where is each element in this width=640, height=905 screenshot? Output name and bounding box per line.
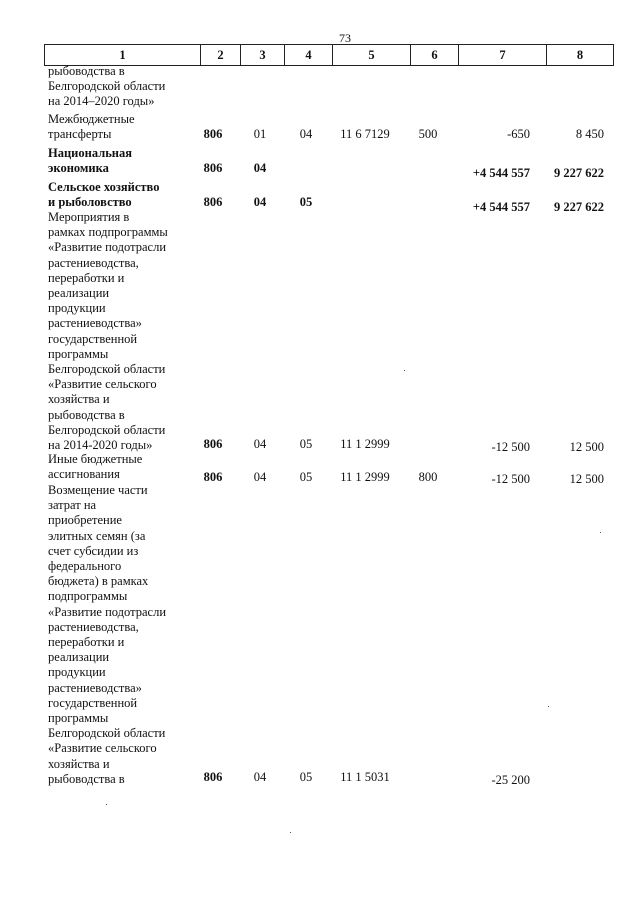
row-description: Возмещение части затрат на приобретение элитных семян (за счет субсидии из федерального бюджета) в рамках подпрограммы «Развитие подотрасли растениеводства, переработки и реализации продукции растениеводства» государственной программы Белгородской области «Развитие сельского хозяйства и рыбоводства в xyxy=(48,483,167,786)
cell-section: 04 xyxy=(253,195,267,209)
cell-ved: 806 xyxy=(203,437,223,451)
cell-change: -12 500 xyxy=(491,472,530,486)
cell-target-article: 11 1 5031 xyxy=(340,770,390,784)
header-col-6: 6 xyxy=(411,45,459,65)
scan-speck xyxy=(404,370,405,371)
cell-subsection: 04 xyxy=(299,127,313,141)
cell-section: 01 xyxy=(253,127,267,141)
row-description: Иные бюджетные ассигнования xyxy=(48,452,143,482)
cell-expense-type: 500 xyxy=(418,127,438,141)
row-description: Сельское хозяйство и рыболовство xyxy=(48,180,160,210)
cell-section: 04 xyxy=(253,770,267,784)
cell-change: -25 200 xyxy=(491,773,530,787)
cell-section: 04 xyxy=(253,161,267,175)
cell-ved: 806 xyxy=(203,470,223,484)
row-description: Мероприятия в рамках подпрограммы «Развитие подотрасли растениеводства, переработки и реализации продукции растениеводства» государственной программы Белгородской области «Развитие сельского хозяйства и рыбоводства в Белгородской области на 2014-2020 годы» xyxy=(48,210,168,453)
header-col-3: 3 xyxy=(241,45,285,65)
cell-sum: 12 500 xyxy=(569,472,604,486)
scan-speck xyxy=(600,532,601,533)
cell-section: 04 xyxy=(253,437,267,451)
cell-ved: 806 xyxy=(203,195,223,209)
cell-target-article: 11 1 2999 xyxy=(340,470,390,484)
cell-target-article: 11 6 7129 xyxy=(340,127,390,141)
cell-change: -12 500 xyxy=(491,440,530,454)
header-col-4: 4 xyxy=(285,45,333,65)
cell-subsection: 05 xyxy=(299,770,313,784)
cell-ved: 806 xyxy=(203,161,223,175)
header-col-7: 7 xyxy=(459,45,547,65)
table-header-row xyxy=(44,44,614,66)
header-col-2: 2 xyxy=(201,45,241,65)
cell-target-article: 11 1 2999 xyxy=(340,437,390,451)
cell-expense-type: 800 xyxy=(418,470,438,484)
row-description: Межбюджетные трансферты xyxy=(48,112,135,142)
scan-speck xyxy=(290,832,291,833)
row-description: Национальная экономика xyxy=(48,146,133,176)
cell-change: -650 xyxy=(507,127,530,141)
cell-ved: 806 xyxy=(203,770,223,784)
scan-speck xyxy=(548,706,549,707)
cell-sum: 12 500 xyxy=(569,440,604,454)
cell-sum: 8 450 xyxy=(575,127,604,141)
cell-subsection: 05 xyxy=(299,437,313,451)
cell-subsection: 05 xyxy=(299,195,313,209)
cell-subsection: 05 xyxy=(299,470,313,484)
header-col-5: 5 xyxy=(333,45,411,65)
cell-ved: 806 xyxy=(203,127,223,141)
header-col-1: 1 xyxy=(45,45,201,65)
cell-change: +4 544 557 xyxy=(472,200,530,214)
scan-speck xyxy=(106,804,107,805)
cell-sum: 9 227 622 xyxy=(554,166,604,180)
page-number: 73 xyxy=(339,31,351,45)
row-description: рыбоводства в Белгородской области на 2014–2020 годы» xyxy=(48,64,166,109)
cell-change: +4 544 557 xyxy=(472,166,530,180)
header-col-8: 8 xyxy=(576,48,584,62)
cell-section: 04 xyxy=(253,470,267,484)
cell-sum: 9 227 622 xyxy=(554,200,604,214)
